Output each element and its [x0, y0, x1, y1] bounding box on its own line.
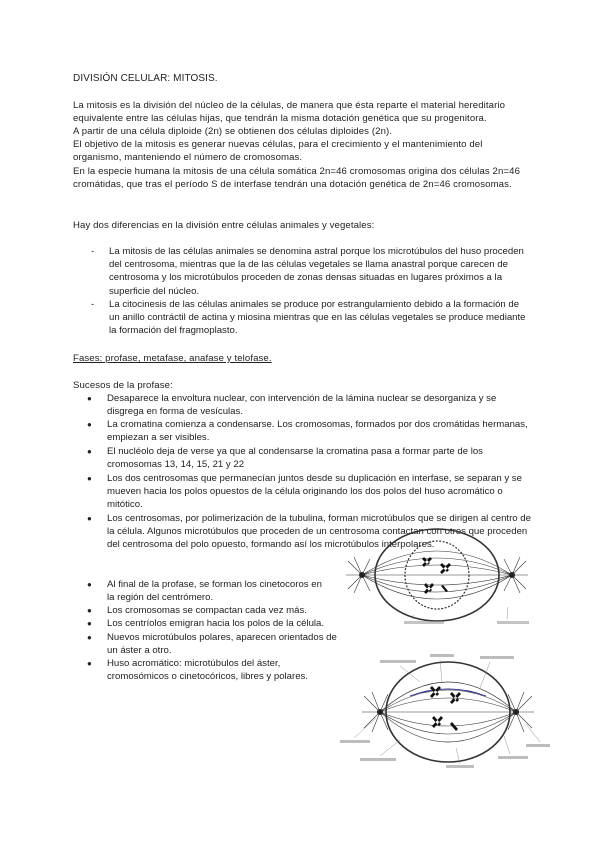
caption-label [380, 660, 416, 663]
bullet-marker: ● [87, 633, 92, 642]
intro-paragraph-3: El objetivo de la mitosis es generar nuevas células, para el crecimiento y el mantenimiento del organismo, manteniendo el número de cromosomas. [73, 139, 483, 164]
prophase-text: Los centrosomas, por polimerización de la tubulina, forman microtúbulos que se dirigen al centro de la célula. Algunos microtúbulos que proceden de un centrosoma contactan con otros que proceden del centrosoma del polo opuesto, formando así los microtúbulos interpolares. [107, 513, 531, 551]
prophase-text: Al final de la profase, se forman los cinetocoros en la región del centrómero. [107, 579, 322, 604]
difference-item [91, 245, 531, 299]
caption-label [480, 656, 514, 659]
centrosome-left [377, 709, 383, 715]
bullet-marker: ● [87, 447, 92, 456]
bullet-marker: ● [87, 514, 92, 523]
caption-label-1 [404, 621, 444, 624]
intro-paragraph-4: En la especie humana la mitosis de una célula somática 2n=46 cromosomas origina dos células 2n=46 cromátidas, que tras el período S de interfase tendrán una dotación genética de 2n=46 cromosomas. [73, 166, 521, 191]
caption-label [430, 654, 454, 657]
centrosome-left [359, 572, 365, 578]
dash-marker: - [91, 246, 95, 257]
spindle-fibers [362, 551, 512, 599]
caption-label [498, 756, 528, 759]
bullet-marker: ● [87, 420, 92, 429]
chromosomes [430, 686, 461, 731]
intro-paragraph-1: La mitosis es la división del núcleo de la células, de manera que ésta reparte el material hereditario equivalente entre las células hijas, que tendrán la misma dotación genética que su progenitora. [73, 100, 506, 125]
prophase-text: Los cromosomas se compactan cada vez más. [107, 605, 307, 616]
differences-heading: Hay dos diferencias en la división entre células animales y vegetales: [73, 220, 375, 231]
bullet-marker: ● [87, 619, 92, 628]
prophase-heading: Sucesos de la profase: [73, 380, 173, 391]
difference-item [91, 298, 531, 338]
bullet-marker: ● [87, 580, 92, 589]
intro-paragraph-2: A partir de una célula diploide (2n) se obtienen dos células diploides (2n). [73, 126, 393, 137]
centrosome-right [513, 709, 519, 715]
bullet-marker: ● [87, 394, 92, 403]
caption-label [340, 740, 370, 743]
caption-label [360, 758, 396, 761]
prophase-text: El nucléolo deja de verse ya que al condensarse la cromatina pasa a formar parte de los cromosomas 13, 14, 15, 21 y 22 [107, 446, 483, 471]
bullet-marker: ● [87, 606, 92, 615]
caption-label [526, 744, 550, 747]
prophase-cell-figure [342, 527, 532, 632]
caption-label [446, 765, 474, 768]
prophase-text: La cromatina comienza a condensarse. Los cromosomas, formados por dos cromátidas hermanas, empiezan a ser visibles. [107, 419, 528, 444]
prophase-text: Huso acromático: microtúbulos del áster, cromosómicos o cinetocóricos, libres y polares. [107, 658, 309, 683]
spindle-figure [340, 652, 552, 770]
prophase-text: Nuevos microtúbulos polares, aparecen orientados de un áster a otro. [107, 632, 337, 657]
centrosome-right [509, 572, 515, 578]
prophase-text: Los dos centrosomas que permanecían juntos desde su duplicación en interfase, se separan y se mueven hacia los polos opuestos de la célula originando los dos polos del huso acromático o mitótico. [107, 473, 522, 511]
caption-label-2 [497, 621, 529, 624]
difference-text: La mitosis de las células animales se denomina astral porque los microtúbulos del huso proceden del centrosoma, mientras que la de las células vegetales se llama anastral porque carecen de centrosoma y los microtúbulos proceden de zonas densas situadas en lugares próximos a la superficie del núcleo. [109, 246, 524, 297]
page-title: DIVISIÓN CELULAR: MITOSIS. [73, 73, 218, 84]
bullet-marker: ● [87, 474, 92, 483]
chromosomes [422, 557, 451, 594]
bullet-marker: ● [87, 659, 92, 668]
spindle-fibers [380, 682, 516, 742]
dash-marker: - [91, 299, 95, 310]
phases-heading: Fases: profase, metafase, anafase y telofase. [73, 353, 272, 364]
prophase-text: Desaparece la envoltura nuclear, con intervención de la lámina nuclear se desorganiza y se disgrega en forma de vesículas. [107, 393, 497, 418]
prophase-text: Los centríolos emigran hacia los polos de la célula. [107, 618, 325, 629]
difference-text: La citocinesis de las células animales se produce por estrangulamiento debido a la formación de un anillo contráctil de actina y miosina mientras que en las células vegetales se produce mediante la formación del fragmoplasto. [109, 299, 526, 337]
